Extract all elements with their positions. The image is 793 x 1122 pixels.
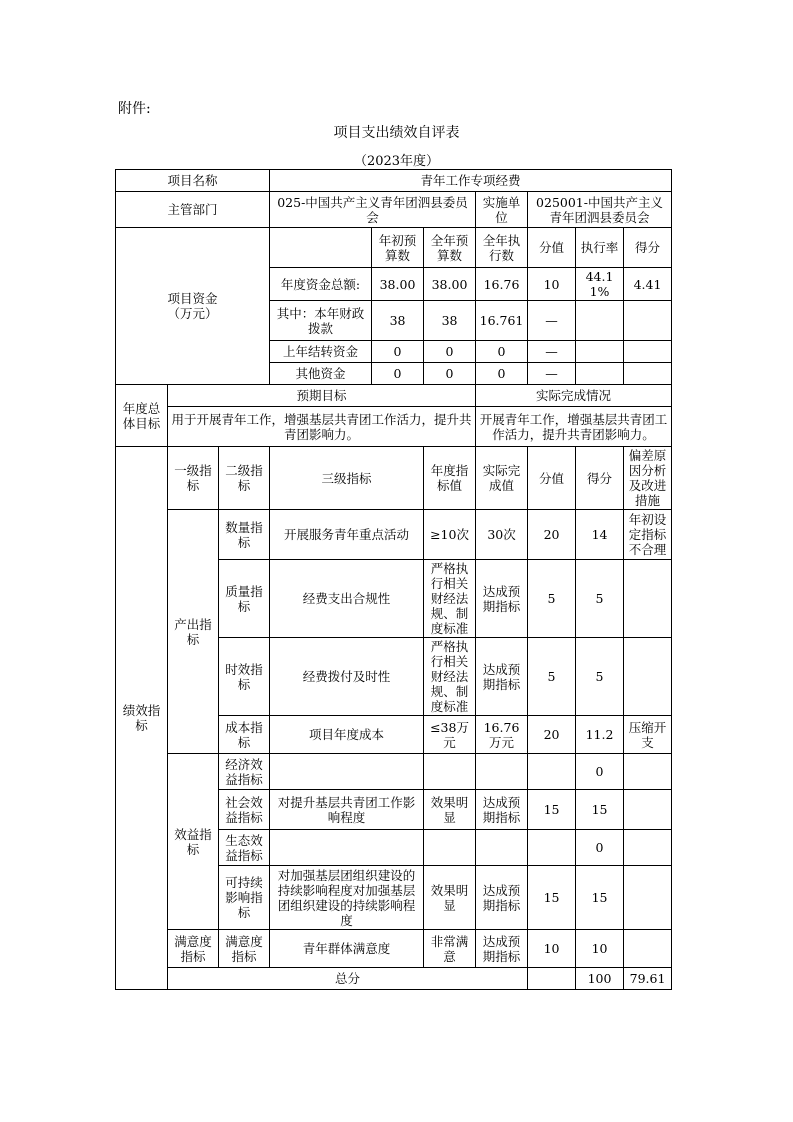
funds-cell: 38.00 xyxy=(424,268,476,301)
funds-cell: 0 xyxy=(372,363,424,385)
actual-cell: 达成预期指标 xyxy=(476,790,528,830)
actual-cell: 16.76万元 xyxy=(476,716,528,754)
perf-header: 分值 xyxy=(528,447,576,510)
funds-cell: — xyxy=(528,363,576,385)
page-title: 项目支出绩效自评表 xyxy=(333,125,460,141)
got-cell: 0 xyxy=(576,830,624,866)
funds-header: 年初预算数 xyxy=(372,228,424,268)
dept-label: 主管部门 xyxy=(116,192,270,228)
actual-cell: 达成预期指标 xyxy=(476,930,528,968)
target-cell: ≥10次 xyxy=(424,510,476,560)
total-score: 100 xyxy=(576,968,624,990)
goals-label: 年度总体目标 xyxy=(116,385,168,447)
actual-cell: 达成预期指标 xyxy=(476,866,528,930)
perf-label: 绩效指标 xyxy=(116,447,168,990)
funds-header: 全年执行数 xyxy=(476,228,528,268)
funds-cell: 16.761 xyxy=(476,301,528,341)
funds-cell: 0 xyxy=(476,341,528,363)
reason-cell xyxy=(624,866,672,930)
got-cell: 10 xyxy=(576,930,624,968)
table-row xyxy=(116,968,672,990)
dept-value: 025-中国共产主义青年团泗县委员会 xyxy=(270,192,476,228)
actual-cell: 达成预期指标 xyxy=(476,638,528,716)
l2-cell: 时效指标 xyxy=(219,638,270,716)
score-cell xyxy=(528,754,576,790)
l3-cell: 青年群体满意度 xyxy=(270,930,424,968)
funds-label: 项目资金（万元） xyxy=(116,228,270,385)
table-row xyxy=(116,930,672,968)
funds-cell: 4.41 xyxy=(624,268,672,301)
funds-cell: 10 xyxy=(528,268,576,301)
funds-cell: 38.00 xyxy=(372,268,424,301)
score-cell: 10 xyxy=(528,930,576,968)
score-cell: 5 xyxy=(528,560,576,638)
l2-cell: 社会效益指标 xyxy=(219,790,270,830)
score-cell: 15 xyxy=(528,866,576,930)
table-row xyxy=(116,228,672,268)
funds-cell xyxy=(576,341,624,363)
got-cell: 5 xyxy=(576,638,624,716)
performance-table xyxy=(115,169,672,990)
score-cell: 15 xyxy=(528,790,576,830)
impl-value: 025001-中国共产主义青年团泗县委员会 xyxy=(528,192,672,228)
l3-cell: 项目年度成本 xyxy=(270,716,424,754)
benefit-label: 效益指标 xyxy=(168,754,219,930)
l3-cell: 经费拨付及时性 xyxy=(270,638,424,716)
target-cell: 严格执行相关财经法规、制度标准 xyxy=(424,638,476,716)
funds-cell: 44.11% xyxy=(576,268,624,301)
reason-cell xyxy=(624,560,672,638)
funds-cell xyxy=(624,341,672,363)
page-subtitle: （2023年度） xyxy=(353,154,440,169)
l3-cell: 对提升基层共青团工作影响程度 xyxy=(270,790,424,830)
funds-row-label: 上年结转资金 xyxy=(270,341,372,363)
perf-header: 实际完成值 xyxy=(476,447,528,510)
target-cell: 非常满意 xyxy=(424,930,476,968)
target-cell xyxy=(424,830,476,866)
table-row xyxy=(116,385,672,407)
l3-cell: 开展服务青年重点活动 xyxy=(270,510,424,560)
reason-cell xyxy=(624,830,672,866)
expected-goal-header: 预期目标 xyxy=(168,385,476,407)
attachment-label: 附件: xyxy=(118,101,151,117)
target-cell xyxy=(424,754,476,790)
reason-cell xyxy=(624,638,672,716)
funds-header: 得分 xyxy=(624,228,672,268)
score-cell: 20 xyxy=(528,510,576,560)
target-cell: ≤38万元 xyxy=(424,716,476,754)
table-row xyxy=(116,170,672,192)
actual-cell xyxy=(476,830,528,866)
score-cell: 5 xyxy=(528,638,576,716)
perf-header: 二级指标 xyxy=(219,447,270,510)
table-row xyxy=(116,192,672,228)
funds-cell xyxy=(624,301,672,341)
actual-cell xyxy=(476,754,528,790)
funds-cell: 38 xyxy=(424,301,476,341)
actual-cell: 达成预期指标 xyxy=(476,560,528,638)
funds-header: 分值 xyxy=(528,228,576,268)
impl-label: 实施单位 xyxy=(476,192,528,228)
project-name-label: 项目名称 xyxy=(116,170,270,192)
got-cell: 14 xyxy=(576,510,624,560)
l3-cell: 经费支出合规性 xyxy=(270,560,424,638)
funds-cell: 0 xyxy=(372,341,424,363)
output-label: 产出指标 xyxy=(168,510,219,754)
score-cell: 20 xyxy=(528,716,576,754)
expected-goal: 用于开展青年工作，增强基层共青团工作活力，提升共青团影响力。 xyxy=(168,407,476,447)
satisfaction-label: 满意度指标 xyxy=(168,930,219,968)
perf-header: 年度指标值 xyxy=(424,447,476,510)
got-cell: 11.2 xyxy=(576,716,624,754)
l2-cell: 经济效益指标 xyxy=(219,754,270,790)
got-cell: 15 xyxy=(576,790,624,830)
funds-cell xyxy=(624,363,672,385)
target-cell: 效果明显 xyxy=(424,866,476,930)
l2-cell: 数量指标 xyxy=(219,510,270,560)
l2-cell: 生态效益指标 xyxy=(219,830,270,866)
reason-cell xyxy=(624,790,672,830)
score-cell xyxy=(528,830,576,866)
table-row xyxy=(116,447,672,510)
reason-cell: 年初设定指标不合理 xyxy=(624,510,672,560)
funds-header-blank xyxy=(270,228,372,268)
funds-cell: — xyxy=(528,341,576,363)
perf-header: 得分 xyxy=(576,447,624,510)
funds-header: 全年预算数 xyxy=(424,228,476,268)
table-row xyxy=(116,754,672,790)
funds-cell: 0 xyxy=(424,341,476,363)
funds-row-label: 其中：本年财政拨款 xyxy=(270,301,372,341)
actual-cell: 30次 xyxy=(476,510,528,560)
l3-cell: 对加强基层团组织建设的持续影响程度对加强基层团组织建设的持续影响程度 xyxy=(270,866,424,930)
total-got: 79.61 xyxy=(624,968,672,990)
target-cell: 严格执行相关财经法规、制度标准 xyxy=(424,560,476,638)
l2-cell: 质量指标 xyxy=(219,560,270,638)
table-row xyxy=(116,510,672,560)
reason-cell xyxy=(624,754,672,790)
project-name: 青年工作专项经费 xyxy=(270,170,672,192)
funds-header: 执行率 xyxy=(576,228,624,268)
funds-cell: 16.76 xyxy=(476,268,528,301)
l3-cell xyxy=(270,830,424,866)
funds-cell xyxy=(576,301,624,341)
funds-cell xyxy=(576,363,624,385)
actual-result: 开展青年工作，增强基层共青团工作活力，提升共青团影响力。 xyxy=(476,407,672,447)
total-label: 总分 xyxy=(168,968,528,990)
actual-result-header: 实际完成情况 xyxy=(476,385,672,407)
l2-cell: 成本指标 xyxy=(219,716,270,754)
funds-cell: 0 xyxy=(476,363,528,385)
reason-cell xyxy=(624,930,672,968)
got-cell: 0 xyxy=(576,754,624,790)
target-cell: 效果明显 xyxy=(424,790,476,830)
l2-cell: 满意度指标 xyxy=(219,930,270,968)
total-blank xyxy=(528,968,576,990)
got-cell: 5 xyxy=(576,560,624,638)
funds-cell: 0 xyxy=(424,363,476,385)
l3-cell xyxy=(270,754,424,790)
perf-header: 三级指标 xyxy=(270,447,424,510)
funds-cell: — xyxy=(528,301,576,341)
funds-row-label: 其他资金 xyxy=(270,363,372,385)
perf-header: 一级指标 xyxy=(168,447,219,510)
perf-header: 偏差原因分析及改进措施 xyxy=(624,447,672,510)
funds-row-label: 年度资金总额: xyxy=(270,268,372,301)
reason-cell: 压缩开支 xyxy=(624,716,672,754)
got-cell: 15 xyxy=(576,866,624,930)
table-row xyxy=(116,407,672,447)
l2-cell: 可持续影响指标 xyxy=(219,866,270,930)
funds-cell: 38 xyxy=(372,301,424,341)
